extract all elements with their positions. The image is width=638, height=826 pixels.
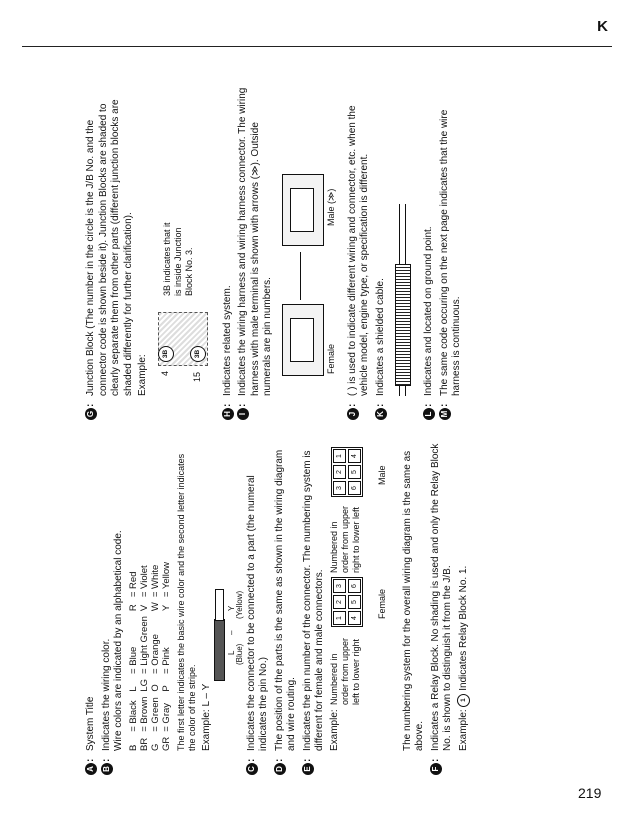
badge-g: G: <box>85 404 98 420</box>
page-number: 219 <box>578 785 602 801</box>
junction-block-figure <box>154 85 218 396</box>
item-k-text: Indicates a shielded cable. <box>374 278 386 396</box>
legend-item-l <box>423 85 436 420</box>
table-row: B = Black L = Blue R = Red <box>127 571 139 751</box>
legend-item-d <box>274 440 299 775</box>
legend-item-e <box>302 440 399 775</box>
item-b-text: Indicates the wiring color. <box>100 638 112 751</box>
wire-blue-segment <box>214 619 225 681</box>
item-f-example: Example: 1 Indicates Relay Block No. 1. <box>457 565 469 751</box>
badge-a: A: <box>85 759 98 775</box>
male-connector: 3 2 1 6 5 4 <box>331 447 363 497</box>
relay-block-circle-icon: 1 <box>457 694 470 707</box>
legend-item-a <box>85 440 98 775</box>
item-b-intro: Wire colors are indicated by an alphabetical code. <box>113 530 124 751</box>
wire-blue-label: (Blue) <box>234 643 244 665</box>
wire-yellow-label: (Yellow) <box>234 590 244 619</box>
legend-item-m <box>439 85 464 420</box>
jb-circle-bottom: 3B <box>190 346 206 362</box>
badge-e: E: <box>302 759 315 775</box>
legend-item-b <box>101 440 242 775</box>
female-connector: 1 2 3 4 5 6 <box>331 577 363 627</box>
legend-item-k <box>375 85 418 420</box>
female-housing-inner <box>290 318 314 362</box>
item-c-text: Indicates the connector to be connected to a part (the numeral indicates the pin No.) <box>245 475 269 751</box>
male-order-desc: Numbered in order from upper right to lower left <box>328 505 361 573</box>
wire-example-label: Example: L – Y <box>200 683 212 751</box>
header-rule <box>22 46 612 47</box>
legend-item-e-note <box>402 440 427 775</box>
legend-item-f <box>430 440 471 775</box>
shield-wire-right-2 <box>405 204 406 264</box>
section-letter: K <box>597 18 608 35</box>
badge-k: K: <box>375 404 388 420</box>
table-row: G = Green O = Orange W = White <box>149 564 161 751</box>
legend-left-column <box>85 440 595 775</box>
jb-pin-top: 4 <box>159 370 170 376</box>
item-g-example: Example: <box>137 354 148 396</box>
item-e-note-text: The numbering system for the overall wiring diagram is the same as above. <box>401 450 425 751</box>
wire-color-figure <box>202 440 242 751</box>
harness-connector-figure <box>278 85 344 396</box>
item-h-text: Indicates related system. <box>221 285 233 396</box>
legend-item-h <box>222 85 235 420</box>
male-housing-inner <box>290 188 314 232</box>
item-d-text: The position of the parts is the same as shown in the wiring diagram and wire routing. <box>273 449 297 751</box>
badge-l: L: <box>423 404 436 420</box>
badge-i: I: <box>237 404 250 420</box>
table-row: GR = Gray P = Pink Y = Yellow <box>160 561 172 751</box>
pin-example-label: Example: <box>328 709 340 751</box>
legend-item-i <box>237 85 344 420</box>
badge-j: J: <box>347 404 360 420</box>
harness-male-label: Male (≫) <box>325 188 336 226</box>
item-e-text: Indicates the pin number of the connector. The numbering system is different for female and male connectors. <box>301 450 325 751</box>
badge-d: D: <box>274 759 287 775</box>
male-label: Male <box>376 465 387 485</box>
badge-b: B: <box>101 759 114 775</box>
shield-wire-left-1 <box>399 386 400 396</box>
table-row: BR = Brown LG = Light Green V = Violet <box>138 565 150 751</box>
legend-item-j <box>347 85 372 420</box>
jb-circle-top: 3B <box>158 346 174 362</box>
wire-letter-l: L <box>226 650 236 655</box>
item-i-text: Indicates the wiring harness and wiring harness connector. The wiring harness with male terminal is shown with arrows (≫). Outside numerals are pin numbers. <box>237 87 273 396</box>
badge-c: C: <box>246 759 259 775</box>
harness-link-line <box>300 252 301 300</box>
shield-braid <box>395 264 411 386</box>
legend-body <box>85 75 595 775</box>
item-m-text: The same code occuring on the next page indicates that the wire harness is continuous. <box>438 109 462 396</box>
item-g-text: Junction Block (The number in the circle is the J/B No. and the connector code is shown beside it). Junction Blocks are shaded to clearly separate them from other parts (different junction blocks are shaded differently for further clarification). <box>85 99 134 396</box>
jb-note: 3B indicates that it is inside Junction Block No. 3. <box>161 222 194 296</box>
item-j-text: ( ) is used to indicate different wiring and connector, etc. when the vehicle model, engine type, or specification is different. <box>346 105 370 396</box>
harness-female-label: Female <box>325 343 336 374</box>
badge-m: M: <box>439 404 452 420</box>
legend-item-c <box>246 440 271 775</box>
legend-item-g <box>85 85 218 420</box>
wire-color-table <box>128 557 172 751</box>
item-f-text: Indicates a Relay Block. No shading is used and only the Relay Block No. is shown to distinguish it from the J/B. <box>429 443 453 751</box>
badge-f: F: <box>430 759 443 775</box>
shield-wire-right-1 <box>399 204 400 264</box>
wire-letter-y: Y <box>226 605 236 611</box>
wire-yellow-stripe <box>215 589 224 621</box>
jb-pin-bottom: 15 <box>191 371 202 382</box>
item-a-text: System Title <box>85 696 96 751</box>
badge-h: H: <box>222 404 235 420</box>
shielded-cable-figure <box>391 85 417 396</box>
wire-letter-dash: – <box>226 630 236 635</box>
item-b-note: The first letter indicates the basic wire color and the second letter indicates the color of the stripe. <box>175 453 197 751</box>
pin-number-figure <box>329 440 399 751</box>
female-label: Female <box>376 588 387 619</box>
shield-wire-left-2 <box>405 386 406 396</box>
item-l-text: Indicates and located on ground point. <box>423 226 434 396</box>
legend-right-column <box>85 85 595 420</box>
female-order-desc: Numbered in order from upper left to lower right <box>328 637 361 705</box>
